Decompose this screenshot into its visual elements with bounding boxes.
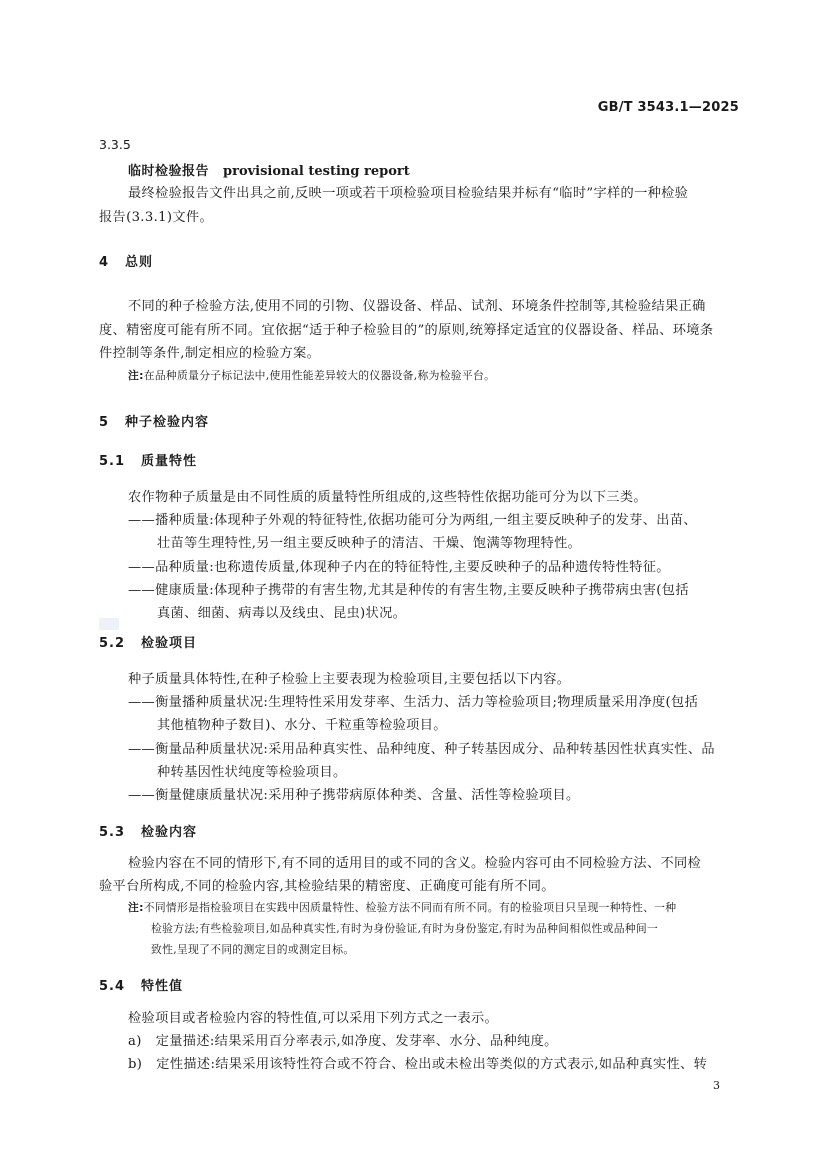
clause-number-3-3-5: 3.3.5 — [99, 137, 131, 152]
section-number: 5 — [99, 415, 110, 430]
term-chinese: 临时检验报告 — [128, 164, 210, 179]
document-id-header: GB/T 3543.1—2025 — [597, 100, 739, 115]
section-number: 5.4 — [99, 979, 126, 994]
page-number: 3 — [713, 1079, 720, 1092]
list-item-line: ——衡量品种质量状况:采用品种真实性、品种纯度、种子转基因成分、品种转基因性状真实性、品 — [128, 742, 715, 757]
list-item-text: 定性描述:结果采用该特性符合或不符合、检出或未检出等类似的方式表示,如品种真实性、转 — [156, 1057, 708, 1072]
list-item-line: 真菌、细菌、病毒以及线虫、昆虫)状况。 — [157, 606, 407, 621]
margin-stamp-mark — [99, 618, 119, 630]
note — [128, 368, 495, 383]
list-item-line: ——播种质量:体现种子外观的特征特性,依据功能可分为两组,一组主要反映种子的发芽、出苗、 — [128, 513, 697, 528]
list-item-line: 种转基因性状纯度等检验项目。 — [157, 765, 347, 780]
paragraph-line: 检验内容在不同的情形下,有不同的适用目的或不同的含义。检验内容可由不同检验方法、不同检 — [128, 856, 702, 871]
section-heading-5-3 — [99, 821, 197, 840]
definition-line: 报告(3.3.1)文件。 — [99, 210, 213, 225]
note-text: 在品种质量分子标记法中,使用性能差异较大的仪器设备,称为检验平台。 — [143, 369, 496, 382]
list-item-line: ——品种质量:也称遗传质量,体现种子内在的特征特性,主要反映种子的品种遗传特性特征。 — [128, 560, 670, 575]
section-title: 质量特性 — [141, 454, 198, 469]
list-item-a — [128, 1030, 558, 1049]
section-number: 5.3 — [99, 825, 126, 840]
section-title: 特性值 — [141, 979, 184, 994]
paragraph-line: 验平台所构成,不同的检验内容,其检验结果的精密度、正确度可能有所不同。 — [99, 879, 555, 894]
section-number: 5.2 — [99, 636, 126, 651]
list-item-line: ——健康质量:体现种子携带的有害生物,尤其是种传的有害生物,主要反映种子携带病虫害(包括 — [128, 583, 689, 598]
section-title: 总则 — [125, 255, 154, 270]
paragraph-line: 度、精密度可能有所不同。宜依据“适于种子检验目的”的原则,统筹择定适宜的仪器设备、样品、环境条 — [99, 323, 714, 338]
section-title: 种子检验内容 — [125, 415, 210, 430]
list-marker: a) — [128, 1034, 142, 1049]
note-text: 不同情形是指检验项目在实践中因质量特性、检验方法不同而有所不同。有的检验项目只呈现一种特性、一种 — [143, 901, 677, 914]
list-item-line: 壮苗等生理特性,另一组主要反映种子的清洁、干燥、饱满等物理特性。 — [157, 536, 582, 551]
definition-line: 最终检验报告文件出具之前,反映一项或若干项检验项目检验结果并标有“临时”字样的一种检验 — [128, 186, 689, 201]
list-item-line: ——衡量健康质量状况:采用种子携带病原体种类、含量、活性等检验项目。 — [128, 788, 580, 803]
list-item-b — [128, 1053, 707, 1072]
term-english: provisional testing report — [223, 164, 410, 179]
section-heading-5-1 — [99, 450, 197, 469]
list-marker: b) — [128, 1057, 143, 1072]
section-title: 检验内容 — [141, 825, 198, 840]
note-text: 致性,呈现了不同的测定目的或测定目标。 — [151, 943, 355, 956]
note-text: 检验方法;有些检验项目,如品种真实性,有时为身份验证,有时为身份鉴定,有时为品种间相似性或品种间一 — [151, 922, 659, 935]
list-item-line: 其他植物种子数目)、水分、千粒重等检验项目。 — [157, 718, 447, 733]
paragraph-line: 件控制等条件,制定相应的检验方案。 — [99, 346, 321, 361]
section-heading-5-4 — [99, 975, 183, 994]
section-title: 检验项目 — [141, 636, 198, 651]
section-heading-5-2 — [99, 632, 197, 651]
paragraph-line: 不同的种子检验方法,使用不同的引物、仪器设备、样品、试剂、环境条件控制等,其检验结果正确 — [128, 299, 706, 314]
list-item-text: 定量描述:结果采用百分率表示,如净度、发芽率、水分、品种纯度。 — [155, 1034, 558, 1049]
section-heading-5 — [99, 411, 209, 430]
paragraph-line: 农作物种子质量是由不同性质的质量特性所组成的,这些特性依据功能可分为以下三类。 — [128, 490, 647, 505]
term-heading — [128, 160, 410, 179]
section-number: 5.1 — [99, 454, 126, 469]
note-label: 注: — [128, 901, 144, 914]
section-heading-4 — [99, 251, 153, 270]
paragraph-line: 种子质量具体特性,在种子检验上主要表现为检验项目,主要包括以下内容。 — [128, 672, 571, 687]
note — [128, 900, 676, 915]
list-item-line: ——衡量播种质量状况:生理特性采用发芽率、生活力、活力等检验项目;物理质量采用净度(包括 — [128, 695, 699, 710]
paragraph-line: 检验项目或者检验内容的特性值,可以采用下列方式之一表示。 — [128, 1011, 499, 1026]
section-number: 4 — [99, 255, 110, 270]
note-label: 注: — [128, 369, 144, 382]
